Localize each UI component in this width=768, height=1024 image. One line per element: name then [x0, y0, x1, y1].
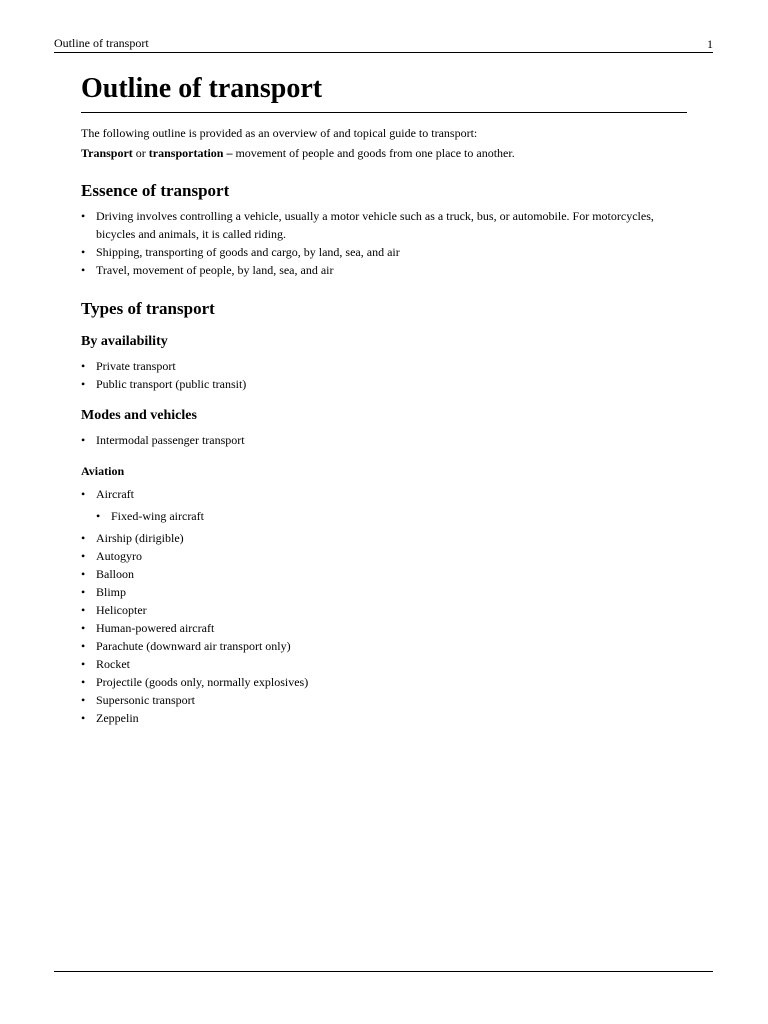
list-item-travel: • Travel, movement of people, by land, sea, and air [81, 261, 687, 279]
list-item-rocket: • Rocket [81, 655, 687, 673]
intro-paragraph: The following outline is provided as an overview of and topical guide to transport: [81, 126, 478, 140]
list-item-helicopter: • Helicopter [81, 601, 687, 619]
list-item-public-transport: • Public transport (public transit) [81, 375, 687, 393]
list-item-human-powered-aircraft: • Human-powered aircraft [81, 619, 687, 637]
list-item-supersonic-transport: • Supersonic transport [81, 691, 687, 709]
list-item-blimp: • Blimp [81, 583, 687, 601]
availability-list [81, 357, 687, 393]
aviation-list [81, 485, 687, 503]
list-item-parachute: • Parachute (downward air transport only) [81, 637, 687, 655]
essence-list [81, 207, 687, 279]
page-title: Outline of transport [81, 70, 687, 113]
list-item-driving: • Driving involves controlling a vehicle, usually a motor vehicle such as a truck, bus, or automobile. For motorcycles, bicycles and animals, it is called riding. [81, 207, 687, 243]
list-item-shipping: • Shipping, transporting of goods and cargo, by land, sea, and air [81, 243, 687, 261]
running-header [54, 36, 713, 53]
definition-term-transportation: transportation [148, 146, 224, 160]
aviation-list-continued [81, 529, 687, 727]
page-number: 1 [707, 37, 713, 51]
list-item-balloon: • Balloon [81, 565, 687, 583]
running-header-title: Outline of transport [54, 36, 149, 50]
list-item-intermodal: • Intermodal passenger transport [81, 431, 687, 449]
heading-essence: Essence of transport [81, 181, 230, 200]
aircraft-sublist [81, 507, 687, 525]
list-item-autogyro: • Autogyro [81, 547, 687, 565]
list-item-projectile: • Projectile (goods only, normally explosives) [81, 673, 687, 691]
definition-term-transport: Transport [81, 146, 133, 160]
heading-types: Types of transport [81, 299, 215, 318]
definition-connector: or [132, 146, 149, 160]
heading-aviation: Aviation [81, 464, 125, 478]
heading-modes-and-vehicles: Modes and vehicles [81, 408, 197, 423]
article-body [81, 70, 687, 727]
modes-list [81, 431, 687, 449]
footer-divider [54, 971, 713, 972]
heading-by-availability: By availability [81, 334, 168, 349]
definition-text: movement of people and goods from one place to another. [235, 146, 515, 160]
list-item-airship: • Airship (dirigible) [81, 529, 687, 547]
definition-dash: – [223, 146, 236, 160]
list-item-fixed-wing-aircraft: • Fixed-wing aircraft [96, 507, 687, 525]
list-item-zeppelin: • Zeppelin [81, 709, 687, 727]
definition-paragraph [81, 145, 687, 161]
list-item-private-transport: • Private transport [81, 357, 687, 375]
list-item-aircraft: • Aircraft [81, 485, 687, 503]
